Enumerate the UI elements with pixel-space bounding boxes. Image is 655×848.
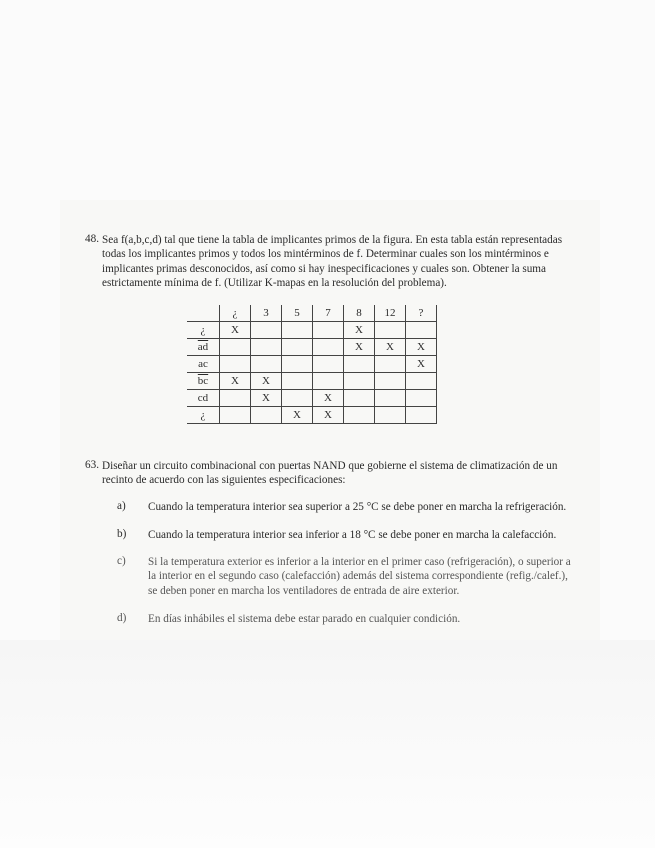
problem-48-line: Sea f(a,b,c,d) tal que tiene la tabla de implicantes primos de la figura. En esta tabla están representadas <box>102 234 563 246</box>
table-row <box>187 373 437 390</box>
corner-cell <box>187 305 220 322</box>
table-row <box>187 407 437 424</box>
implicant-label: $\overline{ad}$ <box>187 339 220 356</box>
table-cell <box>282 339 313 356</box>
table-cell <box>251 322 282 339</box>
table-cell: X <box>313 390 344 407</box>
table-cell <box>282 322 313 339</box>
item-b-label: b) <box>117 528 127 540</box>
table-cell: X <box>220 322 251 339</box>
problem-48-line: implicantes primas desconocidos, así como si hay inespecificaciones y cuales son. Obtener la suma <box>102 263 546 275</box>
minterm-header: 7 <box>313 305 344 322</box>
problem-63-line: Diseñar un circuito combinacional con puertas NAND que gobierne el sistema de climatización de un <box>102 460 558 472</box>
table-cell <box>313 322 344 339</box>
table-cell <box>282 373 313 390</box>
minterm-header: 3 <box>251 305 282 322</box>
item-a-label: a) <box>117 500 126 512</box>
table-cell <box>406 390 437 407</box>
table-cell <box>282 390 313 407</box>
problem-48-line: estrictamente mínima de f. (Utilizar K-mapas en la resolución del problema). <box>102 277 447 289</box>
table-cell: X <box>344 322 375 339</box>
implicant-label: $\overline{bc}$ <box>187 373 220 390</box>
table-cell <box>375 322 406 339</box>
minterm-header: ¿ <box>220 305 251 322</box>
problem-48-number: 48. <box>85 233 99 245</box>
implicant-label: ¿ <box>187 322 220 339</box>
item-c-text: la interior en el segundo caso (calefacción) además del sistema correspondiente (refig./calef.), <box>148 570 568 582</box>
item-c-text: Si la temperatura exterior es inferior a la interior en el primer caso (refrigeración), o superior a <box>148 556 571 568</box>
table-cell <box>220 356 251 373</box>
table-cell <box>251 356 282 373</box>
item-c-text: se deben poner en marcha los ventiladores de entrada de aire exterior. <box>148 585 460 597</box>
item-d-text: En días inhábiles el sistema debe estar parado en cualquier condición. <box>148 613 461 625</box>
table-cell <box>406 373 437 390</box>
minterm-header: 8 <box>344 305 375 322</box>
table-cell <box>282 356 313 373</box>
table-cell: X <box>313 407 344 424</box>
minterm-header: 5 <box>282 305 313 322</box>
table-cell: X <box>251 390 282 407</box>
implicant-label: cd <box>187 390 220 407</box>
table-cell <box>313 373 344 390</box>
table-row <box>187 322 437 339</box>
table-cell: X <box>251 373 282 390</box>
table-cell <box>313 356 344 373</box>
table-cell <box>220 339 251 356</box>
table-cell <box>406 407 437 424</box>
implicant-label: ac <box>187 356 220 373</box>
problem-63-number: 63. <box>85 459 99 471</box>
minterm-header: ? <box>406 305 437 322</box>
table-cell: X <box>220 373 251 390</box>
table-cell: X <box>375 339 406 356</box>
table-cell <box>344 356 375 373</box>
table-cell <box>220 390 251 407</box>
table-cell: X <box>282 407 313 424</box>
table-cell <box>375 390 406 407</box>
table-cell <box>344 407 375 424</box>
table-row <box>187 356 437 373</box>
table-row <box>187 339 437 356</box>
table-cell <box>344 373 375 390</box>
item-b-text: Cuando la temperatura interior sea inferior a 18 °C se debe poner en marcha la calefacción. <box>148 529 557 541</box>
table-cell: X <box>406 356 437 373</box>
table-cell <box>406 322 437 339</box>
problem-48-line: todas los implicantes primos y todos los mintérminos de f. Determinar cuales son los mintérminos e <box>102 248 549 260</box>
table-cell <box>344 390 375 407</box>
prime-implicant-table <box>187 305 437 424</box>
problem-63-line: recinto de acuerdo con las siguientes especificaciones: <box>102 474 346 486</box>
table-cell <box>251 339 282 356</box>
table-cell <box>251 407 282 424</box>
table-row <box>187 390 437 407</box>
item-d-label: d) <box>117 612 127 624</box>
table-cell: X <box>406 339 437 356</box>
implicant-label: ¿ <box>187 407 220 424</box>
table-cell: X <box>344 339 375 356</box>
item-a-text: Cuando la temperatura interior sea superior a 25 °C se debe poner en marcha la refrigeración. <box>148 501 567 513</box>
minterm-header: 12 <box>375 305 406 322</box>
table-cell <box>313 339 344 356</box>
table-cell <box>220 407 251 424</box>
table-cell <box>375 373 406 390</box>
page-background <box>0 640 655 848</box>
item-c-label: c) <box>117 555 126 567</box>
table-header-row <box>187 305 437 322</box>
table-cell <box>375 407 406 424</box>
table-cell <box>375 356 406 373</box>
